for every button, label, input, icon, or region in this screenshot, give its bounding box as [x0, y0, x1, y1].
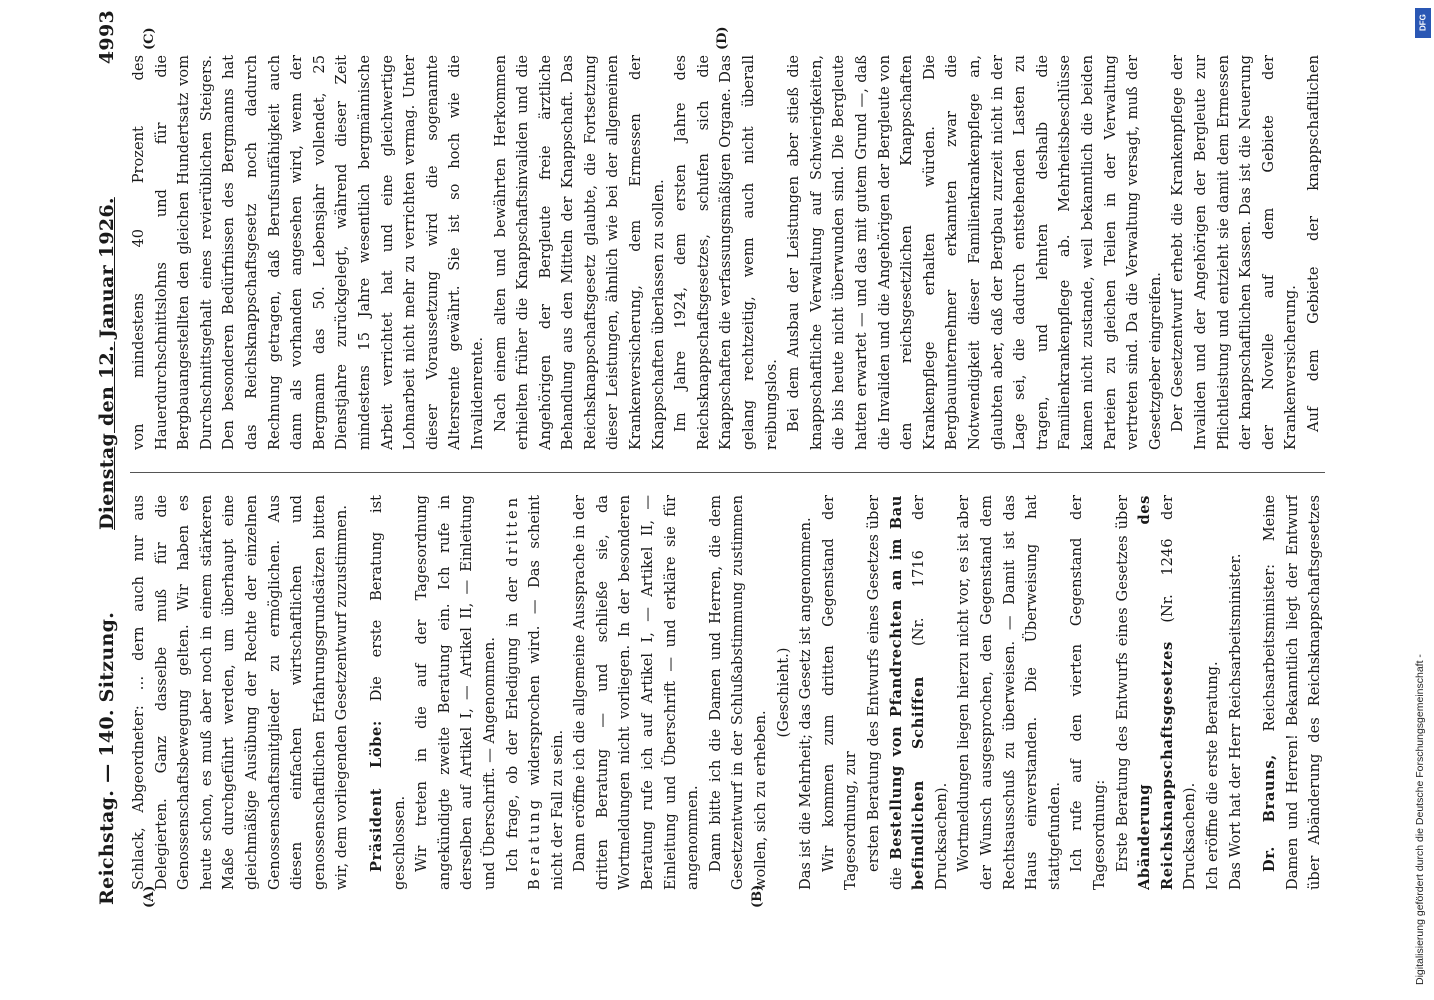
left-column [128, 495, 1328, 890]
paragraph-text: (Nr. 1246 der Drucksachen). [1158, 495, 1199, 890]
paragraph-text: Die erste Beratung ist geschlossen. [367, 495, 408, 890]
paragraph: Dann bitte ich die Damen und Herren, die dem Gesetzentwurf in der Schlußabstimmung zustimmen wollen, sich zu erheben. [706, 495, 770, 890]
margin-marker-a: (A) [142, 885, 157, 908]
margin-marker-d: (D) [715, 26, 730, 50]
speaker-name: Präsident Löbe: [367, 720, 385, 872]
page-header [92, 10, 126, 905]
header-date: Dienstag den 12. Januar 1926. [96, 197, 118, 530]
digitization-credit-strip [1412, 0, 1434, 1000]
paragraph: Ich rufe auf den vierten Gegenstand der Tagesordnung: [1068, 495, 1108, 890]
paragraph: Im Jahre 1924, dem ersten Jahre des Reichsknappschaftsgesetzes, schufen sich die Knappschaften die verfassungsmäßigen Organe. Das gelang rechtzeitig, wenn auch nicht überall reibungslos. [672, 55, 780, 450]
stage-direction: (Geschieht.) [774, 647, 792, 738]
paragraph: Nach einem alten und bewährten Herkommen erhielten früher die Knappschaftsinvaliden und die Angehörigen der Bergleute freie ärztliche Behandlung aus den Mitteln der Knappschaft. Das Reichsknappschaftsgesetz glaubte, die Fortsetzung dieser Leistungen, ähnlich wie bei der allgemeinen Krankenversicherung, dem Ermessen der Knappschaften überlassen zu sollen. [491, 55, 667, 450]
paragraph: Ich eröffne die erste Beratung. [1203, 661, 1221, 890]
agenda-item-title: Abänderung des Reichsknappschaftsgesetzes [1136, 495, 1176, 890]
paragraph-text: Erste Beratung des Entwurfs eines Gesetzes über [1113, 495, 1131, 872]
paragraph-text: ersten Beratung des Entwurfs eines Gesetzes über die [865, 495, 905, 890]
paragraph: Wir kommen zum dritten Gegenstand der Tagesordnung, zur [819, 495, 860, 890]
spaced-emphasis: dritten Beratung [503, 495, 544, 890]
digitization-credit-text: Digitalisierung gefördert durch die Deutsche Forschungsgemeinschaft - [1414, 654, 1426, 985]
paragraph: Dann eröffne ich die allgemeine Aussprache in der dritten Beratung — und schließe sie, da Wortmeldungen nicht vorliegen. In der besonderen Beratung rufe ich auf Artikel I, — Artikel II, — Einleitung und Überschrift — und erkläre sie für angenommen. [571, 495, 702, 890]
paragraph: Wir treten in die auf der Tagesordnung angekündigte zweite Beratung ein. Ich rufe in derselben auf Artikel I, — Artikel II, — Einleitung und Überschrift. — Angenommen. [413, 495, 498, 890]
paragraph-text: Ich frage, ob der Erledigung in der [503, 566, 521, 872]
agenda-item-title: Bestellung von Pfandrechten an im Bau befindlichen Schiffen [887, 495, 928, 890]
margin-marker-b: (B) [750, 884, 765, 908]
paragraph: Der Gesetzentwurf erhebt die Krankenpflege der Invaliden und der Angehörigen der Bergleute zur Pflichtleistung und entzieht sie damit dem Ermessen der knappschaftlichen Kassen. Das ist die Neuerung der Novelle auf dem Gebiete der Krankenversicherung. [1169, 55, 1300, 450]
header-session: Reichstag. — 140. Sitzung. [96, 611, 118, 905]
column-divider [130, 472, 1325, 473]
page-number: 4993 [96, 10, 118, 65]
paragraph: Schlack, Abgeordneter: … dern auch nur aus Delegierten. Ganz dasselbe muß für die Genossenschaftsbewegung gelten. Wir haben es heute schon, es muß aber noch in einem stärkeren Maße durchgeführt werden, um überhaupt eine gleichmäßige Ausübung der Rechte der einzelnen Genossenschaftsmitglieder zu ermöglichen. Aus diesen einfachen wirtschaftlichen und genossenschaftlichen Erfahrungsgrundsätzen bitten wir, dem vorliegenden Gesetzentwurf zuzustimmen. [130, 495, 351, 890]
paragraph: Das ist die Mehrheit; das Gesetz ist angenommen. [797, 517, 815, 890]
paragraph-text: Reichsarbeitsminister: Meine Damen und Herren! Bekanntlich liegt der Entwurf über Abänderung des Reichsknappschaftsgesetzes [1261, 495, 1324, 890]
paragraph: von mindestens 40 Prozent des Hauerdurchschnittslohns und für die Bergbauangestellten den gleichen Hundertsatz vom Durchschnittsgehalt eines revierüblichen Steigers. Den besonderen Bedürfnissen des Bergmanns hat das Reichsknappschaftsgesetz noch dadurch Rechnung getragen, daß Berufsunfähigkeit auch dann als vorhanden angesehen wird, wenn der Bergmann das 50. Lebensjahr vollendet, 25 Dienstjahre zurückgelegt, während dieser Zeit mindestens 15 Jahre wesentlich bergmännische Arbeit verrichtet hat und eine gleichwertige Lohnarbeit nicht mehr zu verrichten vermag. Unter dieser Voraussetzung wird die sogenannte Altersrente gewährt. Sie ist so hoch wie die Invalidenrente. [130, 55, 486, 450]
paragraph: Wortmeldungen liegen hierzu nicht vor, es ist aber der Wunsch ausgesprochen, den Gegenstand dem Rechtsausschuß zu überweisen. — Damit ist das Haus einverstanden. Die Überweisung hat stattgefunden. [955, 495, 1063, 890]
paragraph-text: widersprochen wird. — Das scheint nicht der Fall zu sein. [526, 495, 566, 890]
paragraph: Das Wort hat der Herr Reichsarbeitsminister. [1226, 553, 1244, 890]
margin-marker-c: (C) [142, 27, 157, 50]
paragraph: Bei dem Ausbau der Leistungen aber stieß die knappschaftliche Verwaltung auf Schwierigkeiten, die bis heute nicht überwunden sind. Die Bergleute hatten erwartet — und das mit gutem Grund —, daß die Invaliden und die Angehörigen der Bergleute von den reichsgesetzlichen Knappschaften Krankenpflege erhalten würden. Die Bergbauunternehmer erkannten zwar die Notwendigkeit dieser Familienkrankenpflege an, glaubten aber, daß der Bergbau zurzeit nicht in der Lage sei, die dadurch entstehenden Lasten zu tragen, und lehnten deshalb die Familienkrankenpflege ab. Mehrheitsbeschlüsse kamen nicht zustande, weil bekanntlich die beiden Parteien zu gleichen Teilen in der Verwaltung vertreten sind. Da die Verwaltung versagt, muß der Gesetzgeber eingreifen. [785, 55, 1164, 450]
dfg-logo: DFG [1415, 8, 1431, 38]
speaker-name: Dr. Brauns, [1261, 754, 1279, 872]
paragraph-text: (Nr. 1716 der Drucksachen). [910, 495, 950, 890]
paragraph: Auf dem Gebiete der knappschaftlichen [1304, 55, 1322, 432]
right-column [128, 55, 1328, 450]
